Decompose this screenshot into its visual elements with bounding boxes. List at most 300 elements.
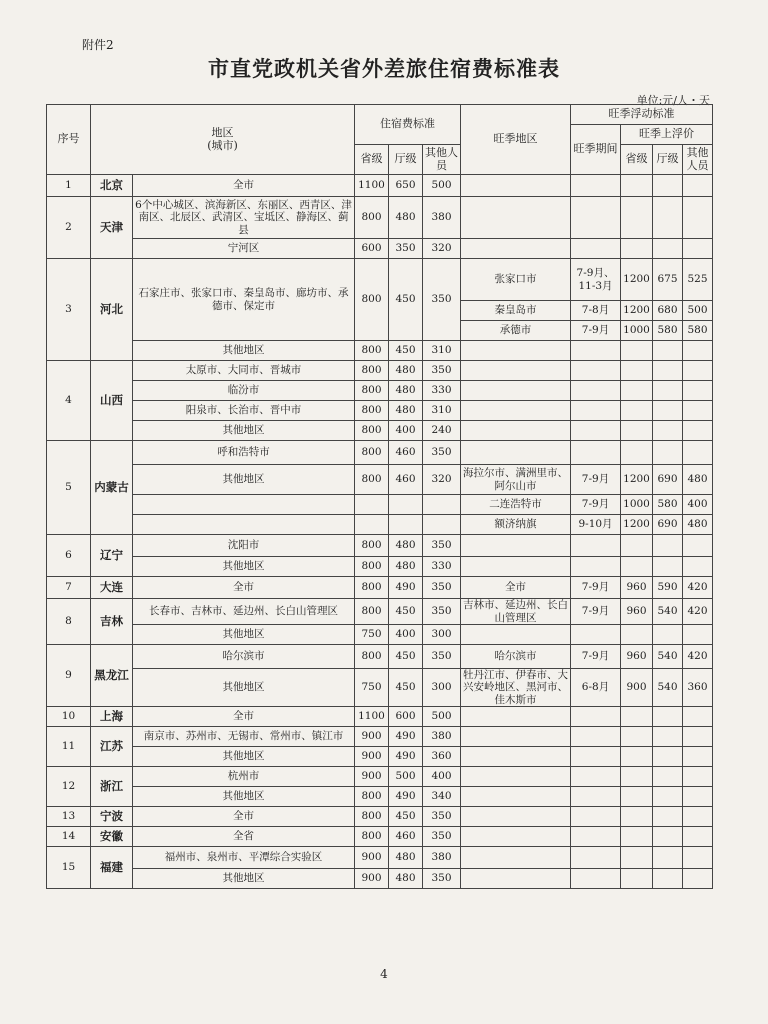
table-row: [47, 535, 713, 557]
dept-level-rate: 450: [389, 341, 423, 361]
area-name: 全市: [133, 707, 355, 727]
table-body: [47, 105, 713, 889]
peak-area: 吉林市、延边州、长白山管理区: [461, 599, 571, 625]
peak-dept-rate: [653, 557, 683, 577]
peak-prov-rate: [621, 727, 653, 747]
header-region-sub: (城市): [207, 138, 238, 152]
prov-level-rate: 800: [355, 787, 389, 807]
area-name: 太原市、大同市、晋城市: [133, 361, 355, 381]
peak-prov-rate: 1000: [621, 321, 653, 341]
other-staff-rate: 500: [423, 175, 461, 197]
header-row: [47, 105, 713, 125]
table-row: [47, 767, 713, 787]
other-staff-rate: 300: [423, 625, 461, 645]
peak-dept-rate: [653, 747, 683, 767]
other-staff-rate: 320: [423, 239, 461, 259]
peak-period: [571, 361, 621, 381]
peak-area: [461, 197, 571, 239]
other-staff-rate: 380: [423, 847, 461, 869]
peak-other-rate: 360: [683, 669, 713, 707]
peak-prov-rate: [621, 847, 653, 869]
peak-prov-rate: [621, 381, 653, 401]
area-name: 杭州市: [133, 767, 355, 787]
peak-area: 秦皇岛市: [461, 301, 571, 321]
peak-prov-rate: [621, 557, 653, 577]
peak-prov-rate: 1200: [621, 465, 653, 495]
area-name: 哈尔滨市: [133, 645, 355, 669]
dept-level-rate: 490: [389, 577, 423, 599]
dept-level-rate: 480: [389, 361, 423, 381]
province-name: 江苏: [91, 727, 133, 767]
dept-level-rate: 450: [389, 669, 423, 707]
dept-level-rate: 480: [389, 847, 423, 869]
peak-other-rate: [683, 557, 713, 577]
other-staff-rate: 380: [423, 197, 461, 239]
prov-level-rate: 800: [355, 827, 389, 847]
peak-other-rate: [683, 535, 713, 557]
area-name: 其他地区: [133, 341, 355, 361]
area-name: 其他地区: [133, 625, 355, 645]
peak-period: [571, 869, 621, 889]
other-staff-rate: 240: [423, 421, 461, 441]
peak-period: [571, 707, 621, 727]
prov-level-rate: 900: [355, 747, 389, 767]
peak-prov-rate: 1200: [621, 259, 653, 301]
peak-dept-rate: [653, 401, 683, 421]
peak-area: [461, 869, 571, 889]
peak-other-rate: [683, 727, 713, 747]
other-staff-rate: 400: [423, 767, 461, 787]
header-float-text: 旺季浮动标准: [608, 107, 675, 121]
peak-dept-rate: [653, 727, 683, 747]
peak-other-rate: [683, 175, 713, 197]
prov-level-rate: 900: [355, 869, 389, 889]
peak-dept-rate: 690: [653, 515, 683, 535]
dept-level-rate: 450: [389, 807, 423, 827]
dept-level-rate: 490: [389, 747, 423, 767]
header-prov-text: 省级: [360, 152, 383, 166]
peak-prov-rate: [621, 361, 653, 381]
area-name: 临汾市: [133, 381, 355, 401]
peak-period: 7-8月: [571, 301, 621, 321]
prov-level-rate: 800: [355, 441, 389, 465]
attachment-label: 附件2: [82, 38, 114, 52]
prov-level-rate: 800: [355, 577, 389, 599]
table-row: [47, 515, 713, 535]
table-row: [47, 495, 713, 515]
peak-area: [461, 625, 571, 645]
table-row: [47, 259, 713, 301]
peak-area: [461, 707, 571, 727]
header-peak-area-text: 旺季地区: [493, 132, 538, 146]
other-staff-rate: 330: [423, 381, 461, 401]
peak-area: [461, 239, 571, 259]
peak-dept-rate: 580: [653, 321, 683, 341]
table-row: [47, 239, 713, 259]
dept-level-rate: 650: [389, 175, 423, 197]
table-row: [47, 361, 713, 381]
peak-period: [571, 441, 621, 465]
peak-area: 海拉尔市、满洲里市、阿尔山市: [461, 465, 571, 495]
area-name: 6个中心城区、滨海新区、东丽区、西青区、津南区、北辰区、武清区、宝坻区、静海区、蓟县: [133, 197, 355, 239]
peak-dept-rate: 680: [653, 301, 683, 321]
other-staff-rate: 360: [423, 747, 461, 767]
area-name: 全市: [133, 807, 355, 827]
header-peak-up-text: 旺季上浮价: [639, 127, 695, 141]
other-staff-rate: 350: [423, 645, 461, 669]
table-row: [47, 175, 713, 197]
peak-area: 额济纳旗: [461, 515, 571, 535]
province-name: 天津: [91, 197, 133, 259]
area-name: 全省: [133, 827, 355, 847]
other-staff-rate: 350: [423, 827, 461, 847]
prov-level-rate: 800: [355, 645, 389, 669]
peak-other-rate: [683, 441, 713, 465]
dept-level-rate: 460: [389, 827, 423, 847]
peak-other-rate: [683, 747, 713, 767]
row-number: 11: [47, 727, 91, 767]
other-staff-rate: [423, 495, 461, 515]
prov-level-rate: 600: [355, 239, 389, 259]
peak-dept-rate: 580: [653, 495, 683, 515]
area-name: 阳泉市、长治市、晋中市: [133, 401, 355, 421]
row-number: 12: [47, 767, 91, 807]
other-staff-rate: 350: [423, 807, 461, 827]
table-row: [47, 381, 713, 401]
header-region-text: 地区: [211, 125, 234, 139]
peak-prov-rate: 1200: [621, 515, 653, 535]
peak-period: [571, 557, 621, 577]
province-name: 黑龙江: [91, 645, 133, 707]
dept-level-rate: 460: [389, 441, 423, 465]
peak-period: 6-8月: [571, 669, 621, 707]
dept-level-rate: 490: [389, 787, 423, 807]
peak-prov-rate: [621, 421, 653, 441]
area-name: 其他地区: [133, 747, 355, 767]
peak-other-rate: [683, 807, 713, 827]
area-name: 长春市、吉林市、延边州、长白山管理区: [133, 599, 355, 625]
peak-prov-rate: [621, 401, 653, 421]
table-row: [47, 669, 713, 707]
peak-dept-rate: [653, 787, 683, 807]
peak-prov-rate: [621, 535, 653, 557]
peak-period: 9-10月: [571, 515, 621, 535]
peak-area: [461, 401, 571, 421]
peak-period: 7-9月: [571, 321, 621, 341]
prov-level-rate: 800: [355, 807, 389, 827]
peak-area: 二连浩特市: [461, 495, 571, 515]
peak-other-rate: 400: [683, 495, 713, 515]
province-name: 河北: [91, 259, 133, 361]
header-other-peak-text: 其他人员: [686, 145, 709, 172]
other-staff-rate: 350: [423, 441, 461, 465]
peak-other-rate: 420: [683, 577, 713, 599]
area-name: 其他地区: [133, 557, 355, 577]
peak-period: [571, 847, 621, 869]
other-staff-rate: 330: [423, 557, 461, 577]
peak-dept-rate: [653, 807, 683, 827]
prov-level-rate: 800: [355, 599, 389, 625]
prov-level-rate: 800: [355, 197, 389, 239]
peak-area: [461, 827, 571, 847]
peak-area: [461, 441, 571, 465]
row-number: 14: [47, 827, 91, 847]
row-number: 6: [47, 535, 91, 577]
peak-period: 7-9月: [571, 495, 621, 515]
prov-level-rate: 800: [355, 381, 389, 401]
province-name: 吉林: [91, 599, 133, 645]
peak-period: [571, 381, 621, 401]
row-number: 10: [47, 707, 91, 727]
prov-level-rate: 800: [355, 465, 389, 495]
row-number: 5: [47, 441, 91, 535]
header-dept-peak-text: 厅级: [656, 152, 679, 166]
other-staff-rate: 350: [423, 599, 461, 625]
header-peak-area: [461, 105, 571, 175]
dept-level-rate: 450: [389, 259, 423, 341]
peak-period: [571, 239, 621, 259]
peak-prov-rate: 1000: [621, 495, 653, 515]
header-peak-period: [571, 125, 621, 175]
peak-other-rate: [683, 197, 713, 239]
peak-dept-rate: 690: [653, 465, 683, 495]
peak-other-rate: [683, 341, 713, 361]
province-name: 内蒙古: [91, 441, 133, 535]
other-staff-rate: 310: [423, 341, 461, 361]
dept-level-rate: 480: [389, 401, 423, 421]
peak-prov-rate: [621, 827, 653, 847]
other-staff-rate: 500: [423, 707, 461, 727]
peak-dept-rate: [653, 175, 683, 197]
dept-level-rate: 600: [389, 707, 423, 727]
prov-level-rate: [355, 515, 389, 535]
peak-prov-rate: 960: [621, 599, 653, 625]
table-row: [47, 577, 713, 599]
header-peak-period-text: 旺季期间: [573, 142, 618, 156]
peak-area: [461, 175, 571, 197]
peak-area: 哈尔滨市: [461, 645, 571, 669]
peak-dept-rate: [653, 707, 683, 727]
header-dept-text: 厅级: [394, 152, 417, 166]
province-name: 福建: [91, 847, 133, 889]
prov-level-rate: 750: [355, 669, 389, 707]
header-prov-peak: [621, 145, 653, 175]
peak-prov-rate: 1200: [621, 301, 653, 321]
area-name: 其他地区: [133, 787, 355, 807]
peak-area: 全市: [461, 577, 571, 599]
other-staff-rate: [423, 515, 461, 535]
peak-dept-rate: [653, 361, 683, 381]
area-name: 沈阳市: [133, 535, 355, 557]
peak-other-rate: 580: [683, 321, 713, 341]
peak-other-rate: [683, 421, 713, 441]
row-number: 4: [47, 361, 91, 441]
header-seq: [47, 105, 91, 175]
unit-label: 单位:元/人・天: [636, 94, 710, 107]
peak-period: [571, 767, 621, 787]
peak-area: [461, 767, 571, 787]
dept-level-rate: 480: [389, 381, 423, 401]
row-number: 8: [47, 599, 91, 645]
peak-dept-rate: [653, 625, 683, 645]
peak-period: 7-9月: [571, 577, 621, 599]
table-row: [47, 599, 713, 625]
table-row: [47, 197, 713, 239]
dept-level-rate: 400: [389, 625, 423, 645]
peak-other-rate: [683, 401, 713, 421]
other-staff-rate: 310: [423, 401, 461, 421]
peak-dept-rate: [653, 767, 683, 787]
peak-prov-rate: [621, 787, 653, 807]
peak-other-rate: 420: [683, 645, 713, 669]
row-number: 15: [47, 847, 91, 889]
peak-other-rate: [683, 767, 713, 787]
header-other-peak: [683, 145, 713, 175]
dept-level-rate: 490: [389, 727, 423, 747]
peak-period: [571, 827, 621, 847]
other-staff-rate: 320: [423, 465, 461, 495]
prov-level-rate: 800: [355, 401, 389, 421]
table-row: [47, 625, 713, 645]
area-name: 福州市、泉州市、平潭综合实验区: [133, 847, 355, 869]
dept-level-rate: 480: [389, 535, 423, 557]
header-standard: [355, 105, 461, 145]
prov-level-rate: 1100: [355, 175, 389, 197]
other-staff-rate: 380: [423, 727, 461, 747]
header-prov-peak-text: 省级: [625, 152, 648, 166]
peak-prov-rate: [621, 869, 653, 889]
prov-level-rate: 1100: [355, 707, 389, 727]
peak-period: [571, 401, 621, 421]
prov-level-rate: 800: [355, 341, 389, 361]
peak-dept-rate: [653, 535, 683, 557]
header-prov: [355, 145, 389, 175]
dept-level-rate: 460: [389, 465, 423, 495]
peak-period: [571, 807, 621, 827]
area-name: 宁河区: [133, 239, 355, 259]
peak-other-rate: [683, 787, 713, 807]
peak-dept-rate: [653, 869, 683, 889]
peak-dept-rate: [653, 341, 683, 361]
row-number: 9: [47, 645, 91, 707]
peak-other-rate: [683, 361, 713, 381]
area-name: 其他地区: [133, 421, 355, 441]
table-row: [47, 441, 713, 465]
dept-level-rate: 400: [389, 421, 423, 441]
peak-other-rate: 525: [683, 259, 713, 301]
peak-area: [461, 557, 571, 577]
other-staff-rate: 300: [423, 669, 461, 707]
peak-dept-rate: [653, 197, 683, 239]
other-staff-rate: 350: [423, 259, 461, 341]
peak-other-rate: [683, 847, 713, 869]
peak-prov-rate: [621, 807, 653, 827]
peak-other-rate: 480: [683, 515, 713, 535]
dept-level-rate: [389, 515, 423, 535]
peak-area: 牡丹江市、伊春市、大兴安岭地区、黑河市、佳木斯市: [461, 669, 571, 707]
peak-period: [571, 535, 621, 557]
prov-level-rate: 900: [355, 727, 389, 747]
peak-period: [571, 421, 621, 441]
table-row: [47, 707, 713, 727]
peak-period: 7-9月: [571, 465, 621, 495]
lodging-standard-table: [46, 104, 713, 889]
header-peak-up: [621, 125, 713, 145]
header-seq-text: 序号: [57, 132, 80, 146]
peak-other-rate: [683, 625, 713, 645]
peak-prov-rate: [621, 747, 653, 767]
area-name: 全市: [133, 175, 355, 197]
table-row: [47, 727, 713, 747]
dept-level-rate: 480: [389, 869, 423, 889]
peak-period: [571, 625, 621, 645]
prov-level-rate: 800: [355, 421, 389, 441]
peak-area: [461, 361, 571, 381]
peak-area: 张家口市: [461, 259, 571, 301]
row-number: 7: [47, 577, 91, 599]
peak-area: [461, 381, 571, 401]
province-name: 上海: [91, 707, 133, 727]
area-name: 石家庄市、张家口市、秦皇岛市、廊坊市、承德市、保定市: [133, 259, 355, 341]
peak-prov-rate: [621, 197, 653, 239]
peak-period: [571, 787, 621, 807]
prov-level-rate: 800: [355, 535, 389, 557]
prov-level-rate: 800: [355, 557, 389, 577]
table-row: [47, 465, 713, 495]
area-name: [133, 495, 355, 515]
header-dept: [389, 145, 423, 175]
area-name: 其他地区: [133, 669, 355, 707]
peak-period: 7-9月: [571, 599, 621, 625]
dept-level-rate: 500: [389, 767, 423, 787]
province-name: 安徽: [91, 827, 133, 847]
dept-level-rate: 350: [389, 239, 423, 259]
peak-area: 承德市: [461, 321, 571, 341]
table-row: [47, 645, 713, 669]
province-name: 宁波: [91, 807, 133, 827]
peak-period: [571, 727, 621, 747]
peak-prov-rate: [621, 341, 653, 361]
peak-prov-rate: [621, 625, 653, 645]
table-row: [47, 421, 713, 441]
peak-dept-rate: 590: [653, 577, 683, 599]
page-number: 4: [380, 967, 388, 981]
peak-prov-rate: [621, 239, 653, 259]
row-number: 2: [47, 197, 91, 259]
header-region: [91, 105, 355, 175]
header-dept-peak: [653, 145, 683, 175]
table-row: [47, 747, 713, 767]
prov-level-rate: 750: [355, 625, 389, 645]
other-staff-rate: 350: [423, 577, 461, 599]
peak-area: [461, 421, 571, 441]
peak-area: [461, 341, 571, 361]
peak-dept-rate: [653, 239, 683, 259]
peak-dept-rate: [653, 441, 683, 465]
peak-prov-rate: 900: [621, 669, 653, 707]
other-staff-rate: 350: [423, 535, 461, 557]
peak-area: [461, 787, 571, 807]
peak-dept-rate: [653, 421, 683, 441]
other-staff-rate: 340: [423, 787, 461, 807]
peak-area: [461, 727, 571, 747]
peak-other-rate: [683, 827, 713, 847]
peak-dept-rate: [653, 847, 683, 869]
peak-dept-rate: 540: [653, 645, 683, 669]
province-name: 山西: [91, 361, 133, 441]
peak-area: [461, 535, 571, 557]
peak-dept-rate: 540: [653, 669, 683, 707]
